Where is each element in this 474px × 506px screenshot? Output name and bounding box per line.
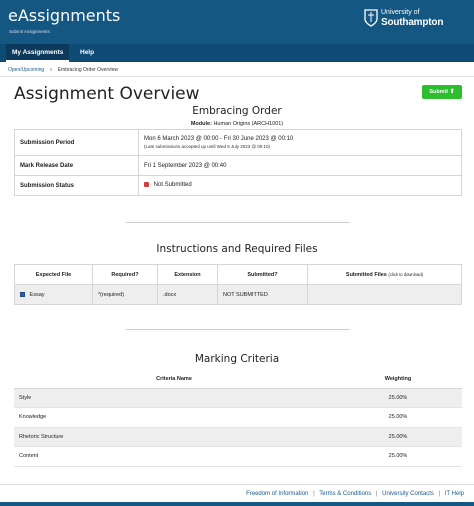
criteria-weighting: 25.00% (334, 427, 462, 447)
breadcrumb (8, 67, 118, 73)
submission-period-value: Mon 6 March 2023 @ 00:00 - Fri 30 June 2023 @ 00:10 (144, 136, 294, 142)
upload-icon: ⬆ (449, 89, 455, 95)
table-row (14, 408, 462, 428)
footer-separator: | (438, 491, 441, 497)
breadcrumb-open-upcoming[interactable]: Open/Upcoming (8, 67, 45, 73)
app-title[interactable]: eAssignments (8, 6, 121, 25)
nav-help[interactable]: Help (80, 49, 95, 56)
required-files-table (14, 264, 462, 305)
table-header-row (15, 265, 462, 285)
submission-period-cell (139, 130, 462, 156)
marking-criteria-table (14, 370, 462, 467)
table-row (15, 130, 462, 156)
files-section-title: Instructions and Required Files (156, 243, 318, 255)
criteria-name: Rhetoric Structure (14, 427, 334, 447)
criteria-section-title: Marking Criteria (194, 353, 280, 365)
required-cell: *(required) (93, 285, 158, 305)
bottom-bar (0, 502, 474, 506)
col-criteria-name: Criteria Name (14, 370, 334, 388)
mark-release-value: Fri 1 September 2023 @ 00:40 (139, 156, 462, 176)
divider (0, 76, 474, 77)
criteria-name: Knowledge (14, 408, 334, 428)
logo-line-1: University of (381, 9, 420, 16)
main-nav (0, 44, 474, 62)
page-title: Assignment Overview (14, 84, 200, 104)
breadcrumb-current: Embracing Order Overview (57, 67, 118, 73)
assignment-info-table (14, 129, 462, 196)
submit-button-label: Submit (429, 89, 449, 95)
table-row (15, 285, 462, 305)
footer-separator: | (313, 491, 315, 497)
submitted-cell: NOT SUBMITTED (218, 285, 308, 305)
footer-link-it-help[interactable]: IT Help (444, 491, 464, 497)
col-extension: Extension (158, 265, 218, 285)
crest-icon (364, 9, 378, 27)
checkbox-icon[interactable] (20, 292, 25, 297)
col-submitted: Submitted? (218, 265, 308, 285)
section-divider (126, 222, 350, 223)
mark-release-label: Mark Release Date (15, 156, 139, 176)
submit-button[interactable] (422, 85, 462, 99)
expected-file-name: Essay (29, 291, 45, 298)
criteria-weighting: 25.00% (334, 408, 462, 428)
col-expected-file: Expected File (15, 265, 93, 285)
assignment-name: Embracing Order (192, 105, 282, 117)
criteria-name: Content (14, 447, 334, 467)
top-header-bar (0, 0, 474, 44)
submission-period-label: Submission Period (15, 130, 139, 156)
criteria-weighting: 25.00% (334, 447, 462, 467)
table-header-row (14, 370, 462, 388)
late-submission-note: (Late submissions accepted up until Wed 5 July 2023 @ 00:10) (144, 144, 271, 149)
submitted-files-cell (308, 285, 462, 305)
logo-line-2: Southampton (381, 17, 444, 28)
expected-file-cell (15, 285, 93, 305)
table-row (14, 447, 462, 467)
criteria-weighting: 25.00% (334, 388, 462, 408)
university-logo[interactable] (364, 8, 464, 36)
submission-status-cell (139, 176, 462, 196)
module-value: Human Origins (ARCH1001) (213, 121, 284, 127)
module-line (0, 121, 474, 127)
footer-links (246, 491, 464, 497)
col-weighting: Weighting (334, 370, 462, 388)
section-divider (126, 329, 350, 330)
extension-cell: .docx (158, 285, 218, 305)
table-row (15, 176, 462, 196)
table-row (15, 156, 462, 176)
criteria-name: Style (14, 388, 334, 408)
table-row (14, 388, 462, 408)
submission-status-value: Not Submitted (153, 182, 192, 189)
status-indicator-icon (144, 182, 149, 187)
app-subtitle: Submit Assignments (9, 29, 50, 34)
footer-separator: | (375, 491, 378, 497)
submission-status-label: Submission Status (15, 176, 139, 196)
col-submitted-files-note: (click to download) (388, 271, 424, 277)
module-label: Module: (190, 121, 212, 127)
footer-divider (0, 484, 474, 485)
col-submitted-files (308, 265, 462, 285)
footer-link-terms[interactable]: Terms & Conditions (319, 491, 372, 497)
footer-link-foi[interactable]: Freedom of Information (246, 491, 309, 497)
breadcrumb-separator: » (49, 67, 53, 73)
nav-my-assignments[interactable]: My Assignments (6, 44, 69, 62)
table-row (14, 427, 462, 447)
col-submitted-files-label: Submitted Files (345, 271, 387, 278)
col-required: Required? (93, 265, 158, 285)
footer-link-contacts[interactable]: University Contacts (382, 491, 434, 497)
